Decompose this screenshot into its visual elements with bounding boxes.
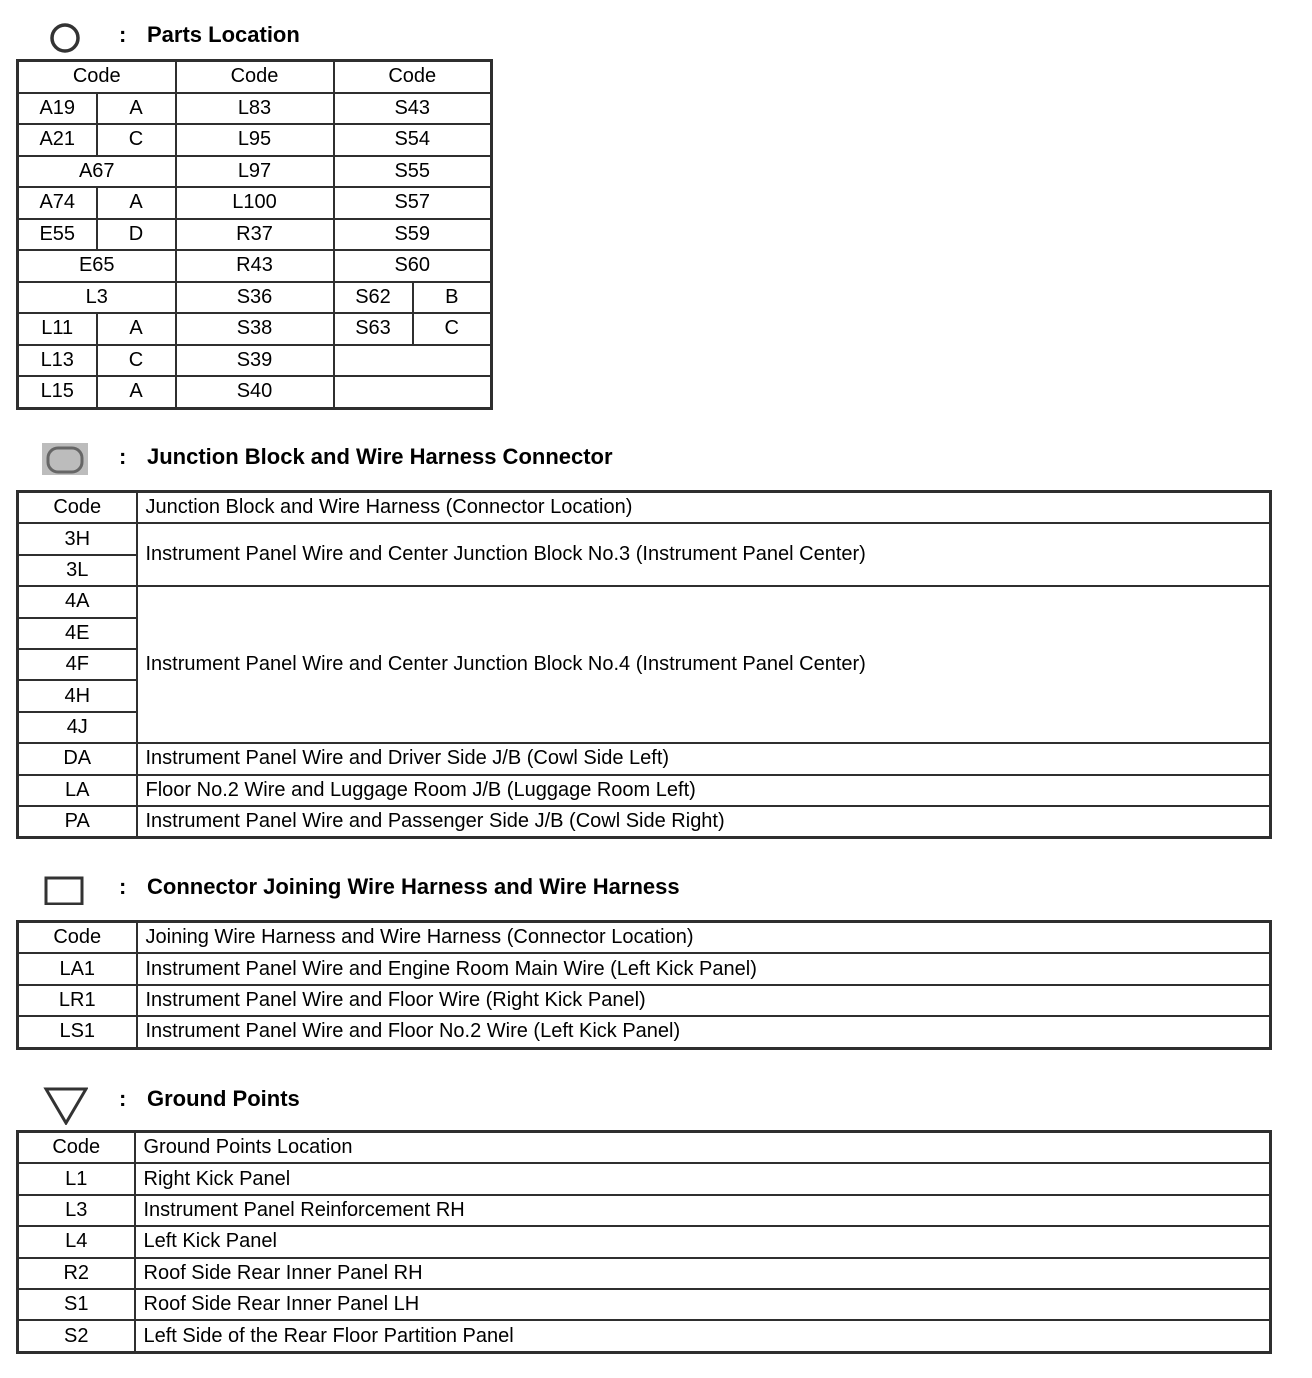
header-code-cell: Code: [18, 1132, 135, 1164]
table-row: [18, 1163, 1271, 1194]
sub-code-cell: D: [97, 219, 176, 251]
code-cell: L1: [18, 1163, 135, 1194]
code-cell: A74: [18, 187, 97, 219]
description-cell: Roof Side Rear Inner Panel LH: [135, 1289, 1271, 1320]
code-cell: LA: [18, 775, 137, 806]
code-cell: LR1: [18, 985, 137, 1016]
code-cell: S55: [334, 156, 492, 188]
code-cell: S59: [334, 219, 492, 251]
code-cell: 4A: [18, 586, 137, 617]
code-cell: S60: [334, 250, 492, 282]
table-header-row: [18, 61, 492, 93]
code-cell: PA: [18, 806, 137, 838]
table-row: [18, 953, 1271, 984]
junction-block-table: [16, 490, 1272, 839]
code-cell: E55: [18, 219, 97, 251]
connector-joining-section: [16, 870, 1272, 1050]
table-row: [18, 219, 492, 251]
code-cell: [334, 376, 492, 408]
code-cell: S43: [334, 93, 492, 125]
table-header-row: [18, 1132, 1271, 1164]
description-cell: Instrument Panel Wire and Engine Room Main Wire (Left Kick Panel): [137, 953, 1271, 984]
table-row: [18, 806, 1271, 838]
code-cell: L100: [176, 187, 334, 219]
sub-code-cell: B: [413, 282, 492, 314]
header-desc-cell: Joining Wire Harness and Wire Harness (Connector Location): [137, 922, 1271, 954]
header-code-cell: Code: [18, 492, 137, 524]
code-cell: S38: [176, 313, 334, 345]
description-cell: Left Side of the Rear Floor Partition Panel: [135, 1320, 1271, 1352]
code-cell: S63: [334, 313, 413, 345]
table-row: [18, 1016, 1271, 1048]
code-cell: 3L: [18, 555, 137, 586]
table-row: [18, 743, 1271, 774]
code-cell: 4H: [18, 680, 137, 711]
header-cell: Code: [334, 61, 492, 93]
description-cell: Right Kick Panel: [135, 1163, 1271, 1194]
code-cell: 4F: [18, 649, 137, 680]
table-header-row: [18, 922, 1271, 954]
connector-joining-header: [16, 870, 1272, 904]
description-cell: Instrument Panel Wire and Floor Wire (Right Kick Panel): [137, 985, 1271, 1016]
header-cell: Code: [176, 61, 334, 93]
code-cell: L4: [18, 1226, 135, 1257]
table-row: [18, 93, 492, 125]
code-cell: S36: [176, 282, 334, 314]
table-row: [18, 156, 492, 188]
code-cell: DA: [18, 743, 137, 774]
ground-points-section: [16, 1082, 1272, 1354]
code-cell: A67: [18, 156, 176, 188]
sub-code-cell: C: [97, 345, 176, 377]
code-cell: S54: [334, 124, 492, 156]
section-title: Connector Joining Wire Harness and Wire Harness: [147, 874, 680, 899]
rounded-square-icon: [42, 443, 88, 475]
code-cell: L95: [176, 124, 334, 156]
table-row: [18, 586, 1271, 617]
sub-code-cell: A: [97, 187, 176, 219]
parts-location-section: [16, 18, 493, 410]
sub-code-cell: C: [413, 313, 492, 345]
section-colon: :: [119, 1086, 127, 1111]
table-row: [18, 523, 1271, 554]
circle-icon: [42, 21, 88, 53]
code-cell: S2: [18, 1320, 135, 1352]
section-colon: :: [119, 874, 127, 899]
description-cell: Left Kick Panel: [135, 1226, 1271, 1257]
table-row: [18, 985, 1271, 1016]
ground-points-header: [16, 1082, 1272, 1116]
sub-code-cell: A: [97, 376, 176, 408]
description-cell: Instrument Panel Wire and Center Junction Block No.4 (Instrument Panel Center): [137, 586, 1271, 743]
code-cell: E65: [18, 250, 176, 282]
code-cell: [334, 345, 492, 377]
junction-block-section: [16, 440, 1272, 839]
code-cell: 4J: [18, 712, 137, 743]
code-cell: L13: [18, 345, 97, 377]
table-row: [18, 1226, 1271, 1257]
header-desc-cell: Ground Points Location: [135, 1132, 1271, 1164]
table-header-row: [18, 492, 1271, 524]
code-cell: R37: [176, 219, 334, 251]
code-cell: L11: [18, 313, 97, 345]
header-code-cell: Code: [18, 922, 137, 954]
connector-joining-table: [16, 920, 1272, 1050]
code-cell: S39: [176, 345, 334, 377]
code-cell: LS1: [18, 1016, 137, 1048]
code-cell: S62: [334, 282, 413, 314]
header-cell: Code: [18, 61, 176, 93]
sub-code-cell: A: [97, 313, 176, 345]
sub-code-cell: C: [97, 124, 176, 156]
section-title: Parts Location: [147, 22, 300, 47]
code-cell: R2: [18, 1258, 135, 1289]
code-cell: S57: [334, 187, 492, 219]
table-row: [18, 345, 492, 377]
parts-location-header: [16, 18, 493, 52]
code-cell: L3: [18, 282, 176, 314]
triangle-down-icon: [42, 1085, 88, 1125]
description-cell: Instrument Panel Reinforcement RH: [135, 1195, 1271, 1226]
description-cell: Roof Side Rear Inner Panel RH: [135, 1258, 1271, 1289]
table-row: [18, 1258, 1271, 1289]
table-row: [18, 1289, 1271, 1320]
code-cell: L97: [176, 156, 334, 188]
section-colon: :: [119, 22, 127, 47]
section-colon: :: [119, 444, 127, 469]
code-cell: R43: [176, 250, 334, 282]
table-row: [18, 775, 1271, 806]
description-cell: Instrument Panel Wire and Floor No.2 Wire (Left Kick Panel): [137, 1016, 1271, 1048]
junction-block-header: [16, 440, 1272, 474]
section-title: Ground Points: [147, 1086, 300, 1111]
code-cell: LA1: [18, 953, 137, 984]
description-cell: Instrument Panel Wire and Center Junction Block No.3 (Instrument Panel Center): [137, 523, 1271, 586]
sub-code-cell: A: [97, 93, 176, 125]
code-cell: A19: [18, 93, 97, 125]
section-title: Junction Block and Wire Harness Connector: [147, 444, 613, 469]
code-cell: S1: [18, 1289, 135, 1320]
code-cell: L3: [18, 1195, 135, 1226]
ground-points-table: [16, 1130, 1272, 1354]
table-row: [18, 250, 492, 282]
header-desc-cell: Junction Block and Wire Harness (Connector Location): [137, 492, 1271, 524]
code-cell: A21: [18, 124, 97, 156]
table-row: [18, 187, 492, 219]
code-cell: S40: [176, 376, 334, 408]
table-row: [18, 282, 492, 314]
description-cell: Instrument Panel Wire and Driver Side J/B (Cowl Side Left): [137, 743, 1271, 774]
description-cell: Instrument Panel Wire and Passenger Side J/B (Cowl Side Right): [137, 806, 1271, 838]
code-cell: 3H: [18, 523, 137, 554]
table-row: [18, 124, 492, 156]
parts-location-table: [16, 59, 493, 410]
table-row: [18, 1195, 1271, 1226]
table-row: [18, 1320, 1271, 1352]
table-row: [18, 313, 492, 345]
code-cell: 4E: [18, 618, 137, 649]
description-cell: Floor No.2 Wire and Luggage Room J/B (Luggage Room Left): [137, 775, 1271, 806]
code-cell: L15: [18, 376, 97, 408]
code-cell: L83: [176, 93, 334, 125]
rectangle-icon: [42, 873, 88, 905]
table-row: [18, 376, 492, 408]
